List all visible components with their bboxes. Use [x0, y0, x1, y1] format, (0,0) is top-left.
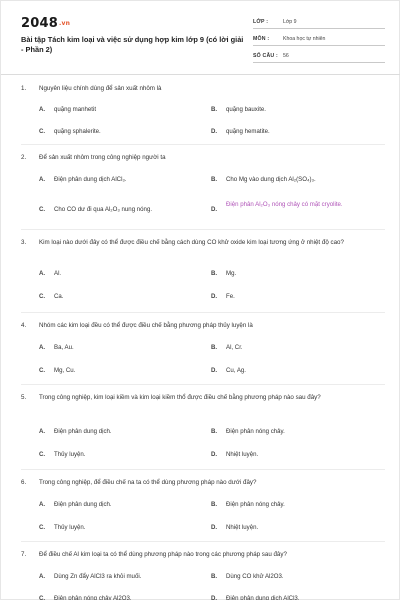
option-text: Dùng Zn đẩy AlCl3 ra khỏi muối.	[54, 573, 142, 580]
option-text: Điện phân nóng chảy Al2O3.	[54, 595, 132, 600]
option-text: quặng sphalerite.	[54, 128, 101, 135]
option-text: quặng manhetit	[54, 106, 97, 113]
meta-key: MÔN :	[253, 36, 270, 42]
option-letter: C.	[39, 128, 46, 135]
option-letter: D.	[211, 206, 218, 213]
option-letter: A.	[39, 573, 46, 580]
document-title: Bài tập Tách kim loại và việc sử dụng hợp kim lớp 9 (có lời giải - Phần 2)	[21, 35, 244, 54]
option-letter: D.	[211, 293, 218, 300]
option-letter: C.	[39, 595, 46, 600]
meta-value: Khoa học tự nhiên	[283, 36, 326, 42]
site-logo[interactable]	[21, 16, 70, 31]
option-text: quặng bauxite.	[226, 106, 266, 113]
question-number: 3.	[21, 239, 27, 246]
question-text: Để điều chế Al kim loại ta có thể dùng phương pháp nào trong các phương pháp sau đây?	[39, 551, 287, 558]
option-text: Nhiệt luyện.	[226, 524, 259, 531]
option-text: Điện phân dung dịch AlCl₃.	[54, 176, 127, 183]
question-text: Kim loại nào dưới đây có thể được điều chế bằng cách dùng CO khử oxide kim loại tương ứng ở nhiệt độ cao?	[39, 239, 344, 246]
question-divider	[21, 384, 385, 385]
option-letter: A.	[39, 270, 46, 277]
document-header	[13, 11, 389, 69]
option-text: Điện phân dung dịch.	[54, 501, 112, 508]
option-text: Al.	[54, 270, 62, 277]
option-letter: B.	[211, 106, 218, 113]
question-number: 6.	[21, 479, 27, 486]
option-letter: A.	[39, 501, 46, 508]
question-divider	[21, 541, 385, 542]
meta-key: LỚP :	[253, 19, 269, 25]
option-letter: D.	[211, 524, 218, 531]
question-divider	[21, 144, 385, 145]
option-text: Điện phân nóng chảy.	[226, 428, 285, 435]
option-text: Mg.	[226, 270, 237, 277]
option-letter: B.	[211, 176, 218, 183]
option-letter: C.	[39, 524, 46, 531]
question-divider	[21, 469, 385, 470]
option-letter: B.	[211, 270, 218, 277]
option-text: Thủy luyện.	[54, 451, 86, 458]
option-text: Điện phân dung dịch AlCl3.	[226, 595, 300, 600]
meta-row-count	[253, 49, 385, 63]
question-text: Nguyên liệu chính dùng để sản xuất nhôm là	[39, 85, 162, 92]
meta-info	[253, 15, 385, 66]
option-letter: B.	[211, 344, 218, 351]
logo-suffix: .vn	[58, 20, 71, 27]
question-divider	[21, 312, 385, 313]
option-letter: A.	[39, 176, 46, 183]
option-text: Dùng CO khử Al2O3.	[226, 573, 284, 580]
question-text: Trong công nghiệp, kim loại kiềm và kim loại kiềm thổ được điều chế bằng phương pháp nào sau đây?	[39, 394, 321, 401]
option-letter: A.	[39, 428, 46, 435]
question-number: 5.	[21, 394, 27, 401]
option-letter: D.	[211, 367, 218, 374]
meta-key: SỐ CÂU :	[253, 53, 278, 59]
option-letter: A.	[39, 344, 46, 351]
option-text: Cu, Ag.	[226, 367, 246, 374]
option-text: Ba, Au.	[54, 344, 74, 351]
option-letter: A.	[39, 106, 46, 113]
question-text: Để sản xuất nhôm trong công nghiệp người ta	[39, 154, 166, 161]
option-text: quặng hematite.	[226, 128, 270, 135]
question-number: 7.	[21, 551, 27, 558]
option-text: Mg, Cu.	[54, 367, 76, 374]
option-text: Thủy luyện.	[54, 524, 86, 531]
option-text: Điện phân dung dịch.	[54, 428, 112, 435]
option-letter: C.	[39, 206, 46, 213]
option-text: Cho CO dư đi qua Al₂O₃ nung nóng.	[54, 206, 153, 213]
question-divider	[21, 229, 385, 230]
question-number: 4.	[21, 322, 27, 329]
option-letter: D.	[211, 451, 218, 458]
option-letter: B.	[211, 428, 218, 435]
option-letter: C.	[39, 367, 46, 374]
header-divider	[1, 74, 400, 75]
option-text: Fe.	[226, 293, 235, 300]
option-letter: C.	[39, 293, 46, 300]
question-text: Trong công nghiệp, để điều chế na ta có thể dùng phương pháp nào dưới đây?	[39, 479, 257, 486]
option-text-answer: Điện phân Al₂O₃ nóng chảy có mặt cryolite.	[226, 201, 343, 208]
option-letter: D.	[211, 128, 218, 135]
option-text: Al, Cr.	[226, 344, 243, 351]
question-number: 1.	[21, 85, 27, 92]
option-text: Cho Mg vào dung dịch Al₂(SO₄)₃.	[226, 176, 316, 183]
option-text: Nhiệt luyện.	[226, 451, 259, 458]
option-letter: C.	[39, 451, 46, 458]
question-text: Nhóm các kim loại đều có thể được điều chế bằng phương pháp thủy luyện là	[39, 322, 253, 329]
question-number: 2.	[21, 154, 27, 161]
meta-value: Lớp 9	[283, 19, 297, 25]
option-text: Ca.	[54, 293, 64, 300]
option-letter: D.	[211, 595, 218, 600]
logo-text: 2048	[21, 16, 58, 31]
option-text: Điện phân nóng chảy.	[226, 501, 285, 508]
option-letter: B.	[211, 501, 218, 508]
meta-row-grade	[253, 15, 385, 29]
option-letter: B.	[211, 573, 218, 580]
meta-row-subject	[253, 32, 385, 46]
meta-value: 56	[283, 53, 289, 59]
